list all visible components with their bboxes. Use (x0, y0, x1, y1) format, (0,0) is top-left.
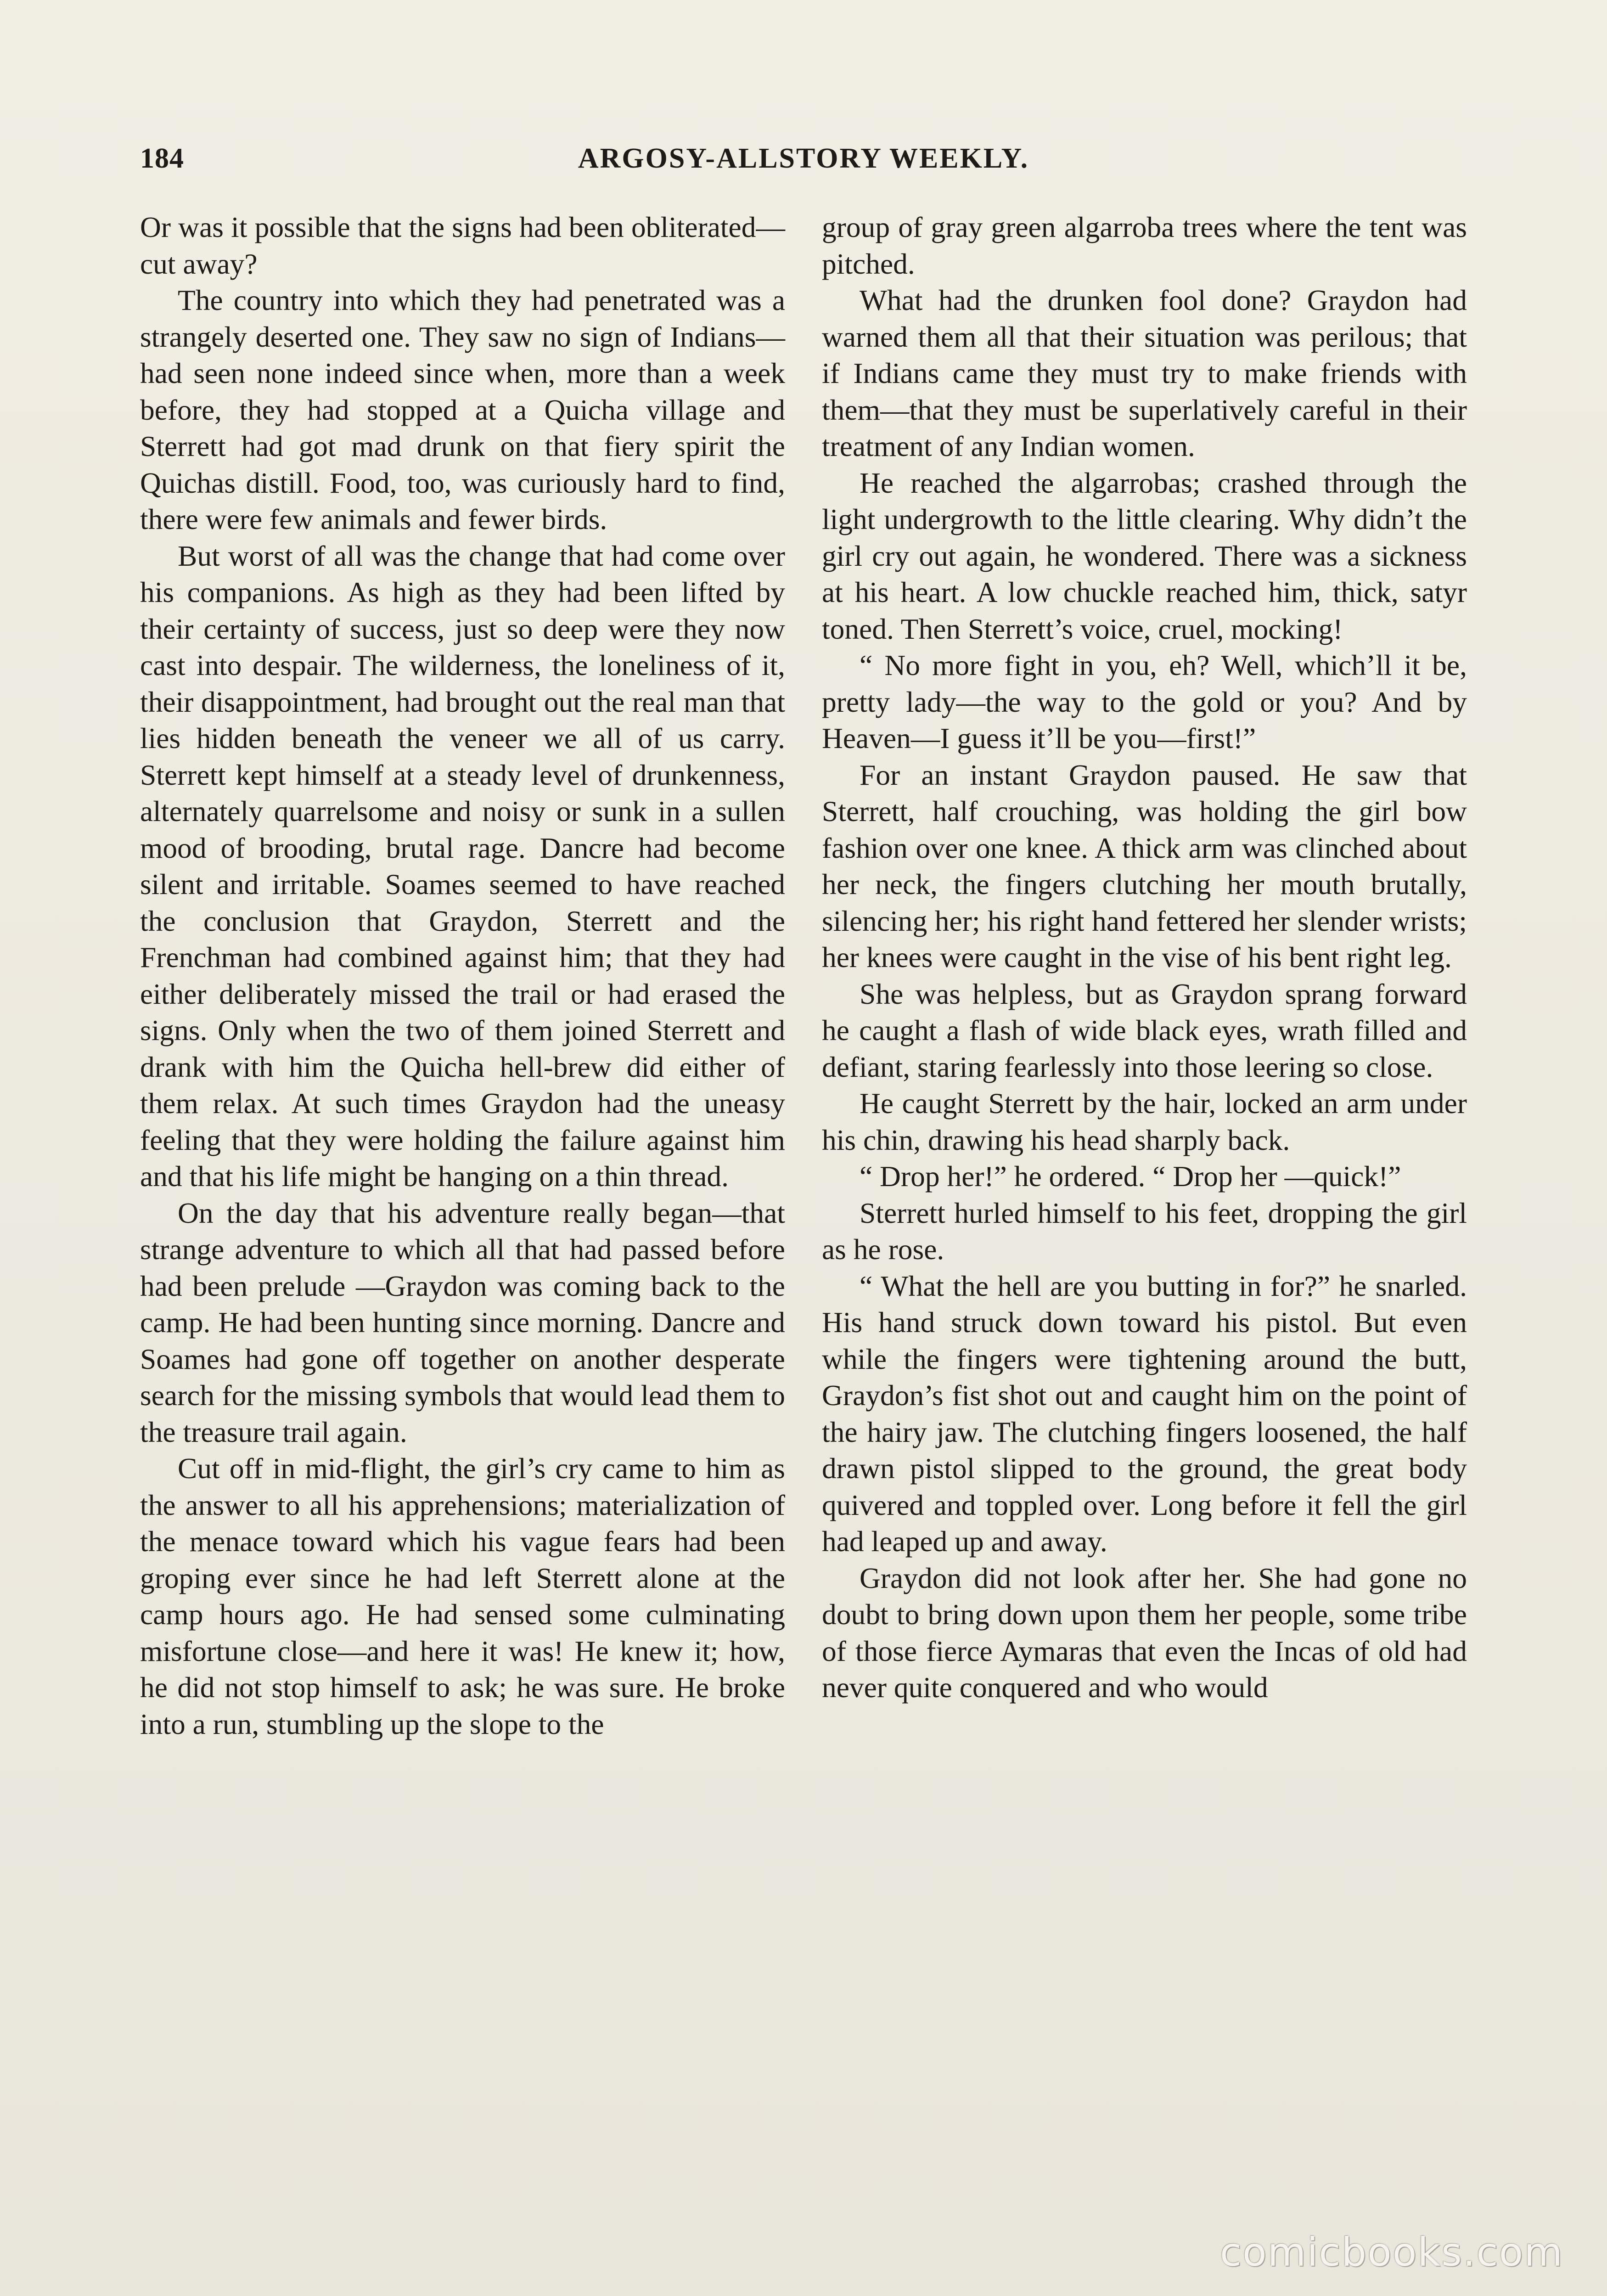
paragraph: Or was it possible that the signs had been obliterated—cut away? (140, 211, 785, 280)
paragraph: “ No more fight in you, eh? Well, which’ll it be, pretty lady—the way to the gold or you? And by Heaven—I guess it’ll be you—first!” (822, 649, 1467, 754)
paragraph: “ Drop her!” he ordered. “ Drop her —quick!” (860, 1160, 1401, 1193)
running-head: ARGOSY-ALLSTORY WEEKLY. (578, 143, 1029, 174)
paragraph: For an instant Graydon paused. He saw that Sterrett, half crouching, was holding the girl bow fashion over one knee. A thick arm was clinched about her neck, the fingers clutching her mouth brutally, silencing her; his right hand fettered her slender wrists; her knees were caught in the vise of his bent right leg. (822, 758, 1467, 974)
paragraph: On the day that his adventure really began—that strange adventure to which all that had passed before had been prelude —Graydon was coming back to the camp. He had been hunting since morning. Dancre and Soames had gone off together on another desperate search for the missing symbols that would lead them to the treasure trail again. (140, 1196, 785, 1448)
paragraph: He reached the algarrobas; crashed through the light undergrowth to the little clearing. Why didn’t the girl cry out again, he wondered. There was a sickness at his heart. A low chuckle reached him, thick, satyr toned. Then Sterrett’s voice, cruel, mocking! (822, 466, 1467, 645)
paragraph: Sterrett hurled himself to his feet, dropping the girl as he rose. (822, 1196, 1467, 1266)
watermark: comicbooks.com (1219, 2229, 1563, 2275)
paragraph: She was helpless, but as Graydon sprang forward he caught a flash of wide black eyes, wrath filled and defiant, staring fearlessly into those leering so close. (822, 977, 1467, 1083)
paragraph: But worst of all was the change that had come over his companions. As high as they had been lifted by their certainty of success, just so deep were they now cast into despair. The wilderness, the loneliness of it, their disappointment, had brought out the real man that lies hidden beneath the veneer we all of us carry. Sterrett kept himself at a steady level of drunkenness, alternately quarrelsome and noisy or sunk in a sullen mood of brooding, brutal rage. Dancre had become silent and irritable. Soames seemed to have reached the conclusion that Graydon, Sterrett and the Frenchman had combined against him; that they had either deliberately missed the trail or had erased the signs. Only when the two of them joined Sterrett and drank with him the Quicha hell-brew did either of them relax. At such times Graydon had the uneasy feeling that they were holding the failure against him and that his life might be hanging on a thin thread. (140, 539, 785, 1193)
page-number: 184 (140, 143, 184, 174)
paragraph: The country into which they had penetrated was a strangely deserted one. They saw no sign of Indians—had seen none indeed since when, more than a week before, they had stopped at a Quicha village and Sterrett had got mad drunk on that fiery spirit the Quichas distill. Food, too, was curiously hard to find, there were few animals and fewer birds. (140, 284, 785, 535)
left-column (140, 209, 785, 1742)
right-column (822, 209, 1467, 1706)
paragraph: Cut off in mid-flight, the girl’s cry came to him as the answer to all his apprehensions; materialization of the menace toward which his vague fears had been groping ever since he had left Sterrett alone at the camp hours ago. He had sensed some culminating misfortune close—and here it was! He knew it; how, he did not stop himself to ask; he was sure. He broke into a run, stumbling up the slope to the (140, 1452, 785, 1740)
page-header (140, 138, 1467, 193)
paragraph: He caught Sterrett by the hair, locked an arm under his chin, drawing his head sharply back. (822, 1087, 1467, 1156)
paragraph: group of gray green algarroba trees where the tent was pitched. (822, 211, 1467, 280)
paragraph: “ What the hell are you butting in for?” he snarled. His hand struck down toward his pistol. But even while the fingers were tightening around the butt, Graydon’s fist shot out and caught him on the point of the hairy jaw. The clutching fingers loosened, the half drawn pistol slipped to the ground, the great body quivered and toppled over. Long before it fell the girl had leaped up and away. (822, 1269, 1467, 1558)
paragraph: What had the drunken fool done? Graydon had warned them all that their situation was perilous; that if Indians came they must try to make friends with them—that they must be superlatively careful in their treatment of any Indian women. (822, 284, 1467, 462)
paragraph: Graydon did not look after her. She had gone no doubt to bring down upon them her people, some tribe of those fierce Aymaras that even the Incas of old had never quite conquered and who would (822, 1561, 1467, 1704)
